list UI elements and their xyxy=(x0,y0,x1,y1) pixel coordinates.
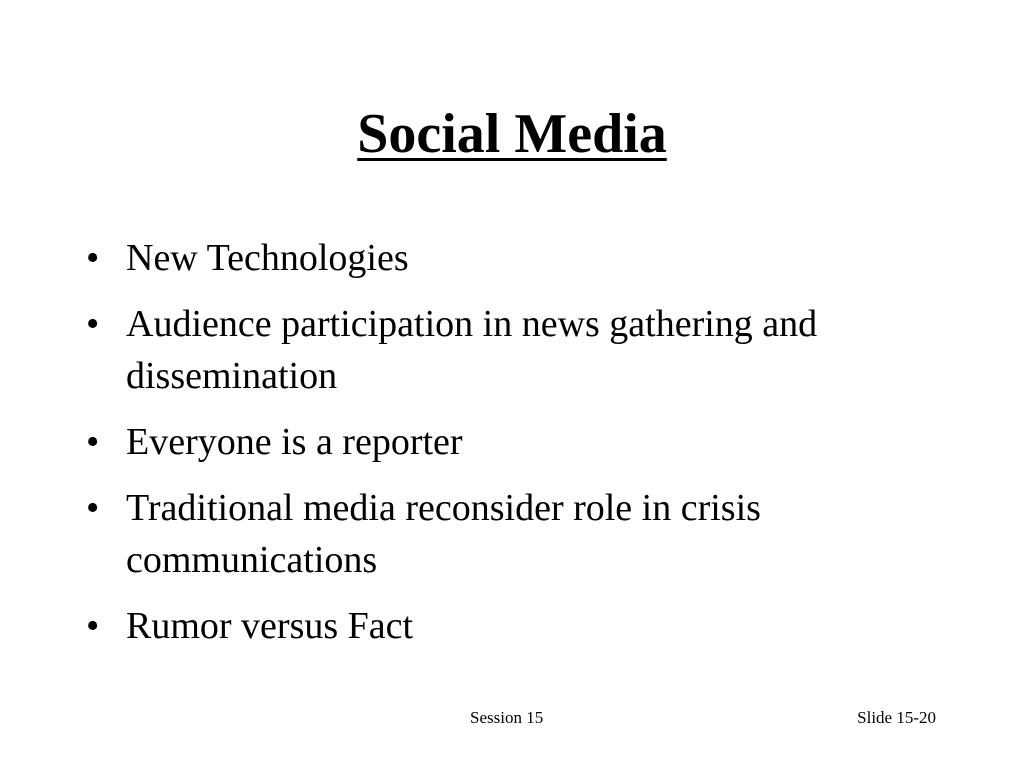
slide-title xyxy=(0,96,1024,172)
footer-session: Session 15 xyxy=(470,708,544,727)
bullet-icon: • xyxy=(86,303,100,345)
bullet-icon: • xyxy=(86,605,100,647)
bullet-text: Rumor versus Fact xyxy=(126,605,414,647)
bullet-icon: • xyxy=(86,237,100,279)
bullet-icon: • xyxy=(86,487,100,529)
bullet-item xyxy=(86,232,946,284)
bullet-text: Audience participation in news gathering and dissemination xyxy=(126,303,818,397)
slide-title-text: Social Media xyxy=(357,103,667,165)
bullet-item xyxy=(86,600,946,652)
footer-slide-number: Slide 15-20 xyxy=(857,708,936,727)
bullet-item xyxy=(86,482,946,586)
bullet-list xyxy=(86,232,946,666)
bullet-text: Traditional media reconsider role in crisis communications xyxy=(126,487,761,581)
bullet-item xyxy=(86,298,946,402)
bullet-text: Everyone is a reporter xyxy=(126,421,463,463)
bullet-icon: • xyxy=(86,421,100,463)
bullet-item xyxy=(86,416,946,468)
bullet-text: New Technologies xyxy=(126,237,409,279)
